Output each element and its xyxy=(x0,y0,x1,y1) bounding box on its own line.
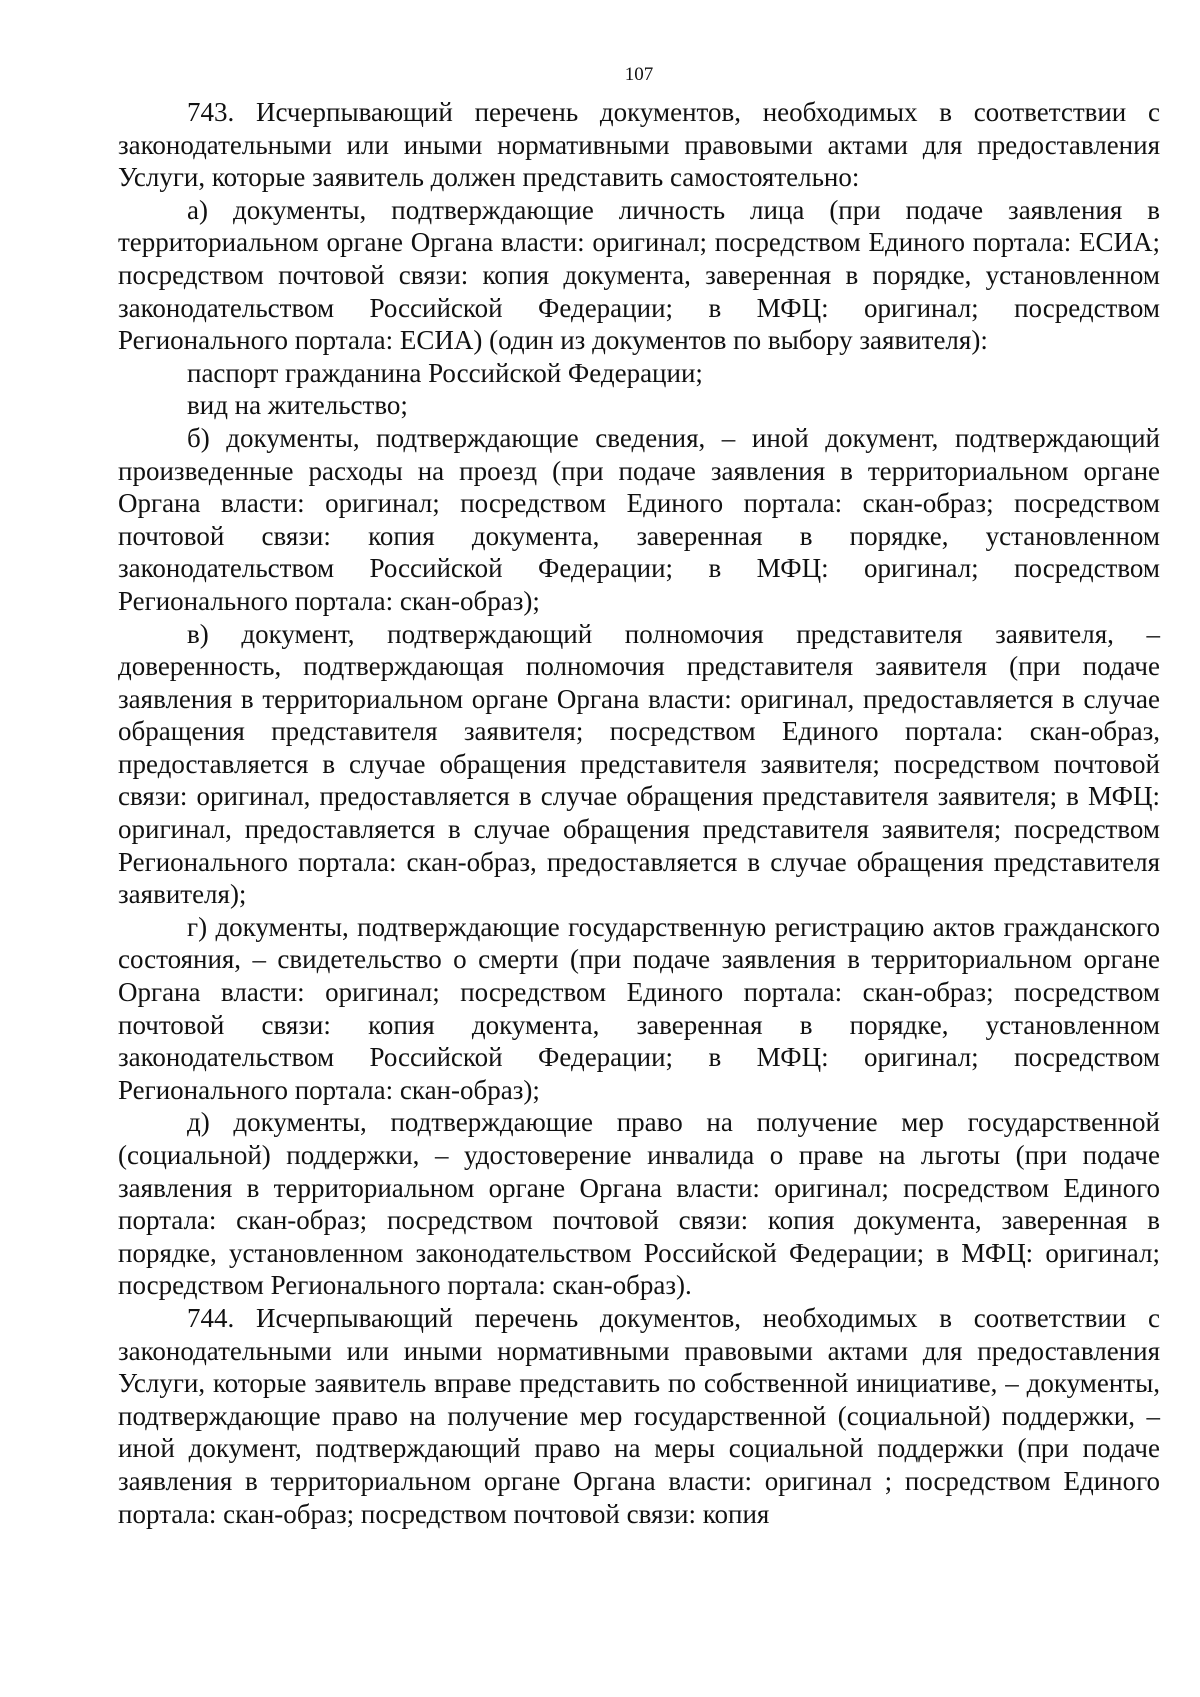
paragraph-743-b: б) документы, подтверждающие сведения, – иной документ, подтверждающий произведенные расходы на проезд (при подаче заявления в территориальном органе Органа власти: оригинал; посредством Единого портала: скан-образ; посредством почтовой связи: копия документа, заверенная в порядке, установленном законодательством Российской Федерации; в МФЦ: оригинал; посредством Регионального портала: скан-образ); xyxy=(118,422,1160,616)
paragraph-passport: паспорт гражданина Российской Федерации; xyxy=(187,357,703,388)
paragraph-743-v: в) документ, подтверждающий полномочия представителя заявителя, – доверенность, подтверждающая полномочия представителя заявителя (при подаче заявления в территориальном органе Органа власти: оригинал, предоставляется в случае обращения представителя заявителя; посредством Единого портала: скан-образ, предоставляется в случае обращения представителя заявителя; посредством почтовой связи: оригинал, предоставляется в случае обращения представителя заявителя; в МФЦ: оригинал, предоставляется в случае обращения представителя заявителя; посредством Регионального портала: скан-образ, предоставляется в случае обращения представителя заявителя); xyxy=(118,618,1160,910)
paragraph-743-a: а) документы, подтверждающие личность лица (при подаче заявления в территориальном органе Органа власти: оригинал; посредством Единого портала: ЕСИА; посредством почтовой связи: копия документа, заверенная в порядке, установленном законодательством Российской Федерации; в МФЦ: оригинал; посредством Регионального портала: ЕСИА) (один из документов по выбору заявителя): xyxy=(118,194,1160,356)
paragraph-residence-permit: вид на жительство; xyxy=(187,390,408,421)
paragraph-743-d: д) документы, подтверждающие право на получение мер государственной (социальной) поддержки, – удостоверение инвалида о праве на льготы (при подаче заявления в территориальном органе Органа власти: оригинал; посредством Единого портала: скан-образ; посредством почтовой связи: копия документа, заверенная в порядке, установленном законодательством Российской Федерации; в МФЦ: оригинал; посредством Регионального портала: скан-образ). xyxy=(118,1107,1160,1301)
paragraph-744-intro: 744. Исчерпывающий перечень документов, необходимых в соответствии с законодательными или иными нормативными правовыми актами для предоставления Услуги, которые заявитель вправе представить по собственной инициативе, – документы, подтверждающие право на получение мер государственной (социальной) поддержки, – иной документ, подтверждающий право на меры социальной поддержки (при подаче заявления в территориальном органе Органа власти: оригинал ; посредством Единого портала: скан-образ; посредством почтовой связи: копия xyxy=(118,1302,1160,1529)
page-number: 107 xyxy=(624,64,654,85)
document-page xyxy=(118,60,1160,1530)
paragraph-743-intro: 743. Исчерпывающий перечень документов, необходимых в соответствии с законодательными или иными нормативными правовыми актами для предоставления Услуги, которые заявитель должен представить самостоятельно: xyxy=(118,97,1160,193)
paragraph-743-g: г) документы, подтверждающие государственную регистрацию актов гражданского состояния, – свидетельство о смерти (при подаче заявления в территориальном органе Органа власти: оригинал; посредством Единого портала: скан-образ; посредством почтовой связи: копия документа, заверенная в порядке, установленном законодательством Российской Федерации; в МФЦ: оригинал; посредством Регионального портала: скан-образ); xyxy=(118,911,1160,1105)
